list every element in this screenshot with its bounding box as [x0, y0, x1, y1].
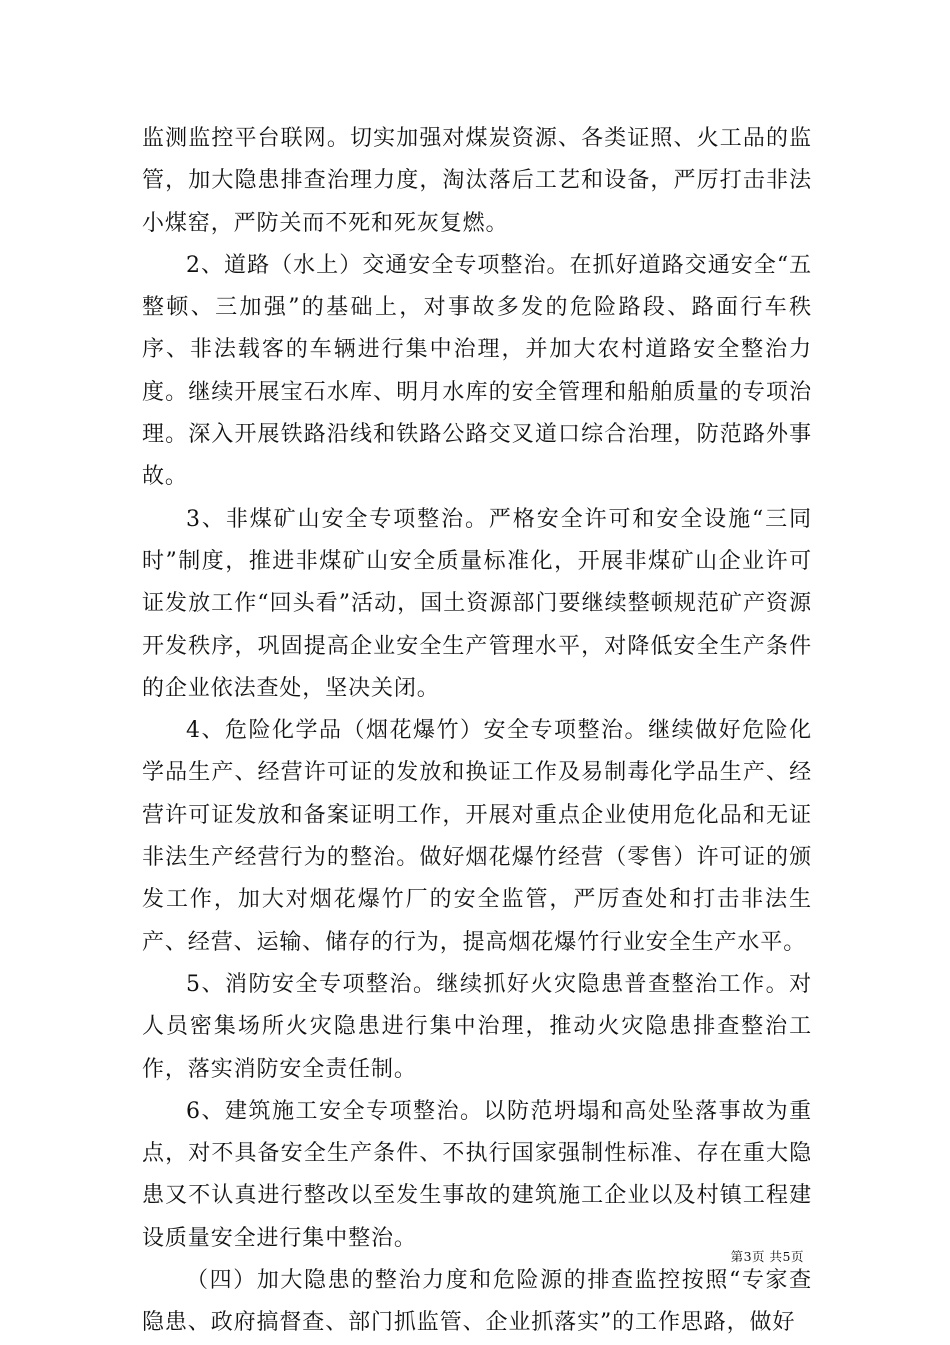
document-body	[142, 118, 812, 1345]
paragraph-non-coal-mine: 3、非煤矿山安全专项整治。严格安全许可和安全设施“三同时”制度，推进非煤矿山安全质量标准化，开展非煤矿山企业许可证发放工作“回头看”活动，国土资源部门要继续整顿规范矿产资源开发秩序，巩固提高企业安全生产管理水平，对降低安全生产条件的企业依法查处，坚决关闭。	[142, 506, 812, 701]
paragraph-hazard-rectification: （四）加大隐患的整治力度和危险源的排查监控按照“专家查隐患、政府搞督查、部门抓监管、企业抓落实”的工作思路，做好	[142, 1268, 812, 1336]
footer-middle: 页 共	[752, 1249, 783, 1264]
footer-suffix: 页	[790, 1249, 804, 1264]
page-footer	[731, 1247, 804, 1265]
paragraph-road-traffic: 2、道路（水上）交通安全专项整治。在抓好道路交通安全“五整顿、三加强”的基础上，对事故多发的危险路段、路面行车秩序、非法载客的车辆进行集中治理，并加大农村道路安全整治力度。继续开展宝石水库、明月水库的安全管理和船舶质量的专项治理。深入开展铁路沿线和铁路公路交叉道口综合治理，防范路外事故。	[142, 252, 812, 490]
paragraph-construction: 6、建筑施工安全专项整治。以防范坍塌和高处坠落事故为重点，对不具备安全生产条件、不执行国家强制性标准、存在重大隐患又不认真进行整改以至发生事故的建筑施工企业以及村镇工程建设质量安全进行集中整治。	[142, 1098, 812, 1251]
paragraph-hazardous-chemicals: 4、危险化学品（烟花爆竹）安全专项整治。继续做好危险化学品生产、经营许可证的发放和换证工作及易制毒化学品生产、经营许可证发放和备案证明工作，开展对重点企业使用危化品和无证非法生产经营行为的整治。做好烟花爆竹经营（零售）许可证的颁发工作，加大对烟花爆竹厂的安全监管，严厉查处和打击非法生产、经营、运输、储存的行为，提高烟花爆竹行业安全生产水平。	[142, 718, 812, 955]
footer-prefix: 第	[730, 1249, 744, 1264]
footer-current-page: 3	[743, 1249, 753, 1264]
paragraph-continuation: 监测监控平台联网。切实加强对煤炭资源、各类证照、火工品的监管，加大隐患排查治理力度，淘汰落后工艺和设备，严厉打击非法小煤窑，严防关而不死和死灰复燃。	[142, 126, 812, 236]
footer-total-pages: 5	[782, 1249, 791, 1264]
paragraph-fire-safety: 5、消防安全专项整治。继续抓好火灾隐患普查整治工作。对人员密集场所火灾隐患进行集中治理，推动火灾隐患排查整治工作，落实消防安全责任制。	[142, 971, 812, 1082]
